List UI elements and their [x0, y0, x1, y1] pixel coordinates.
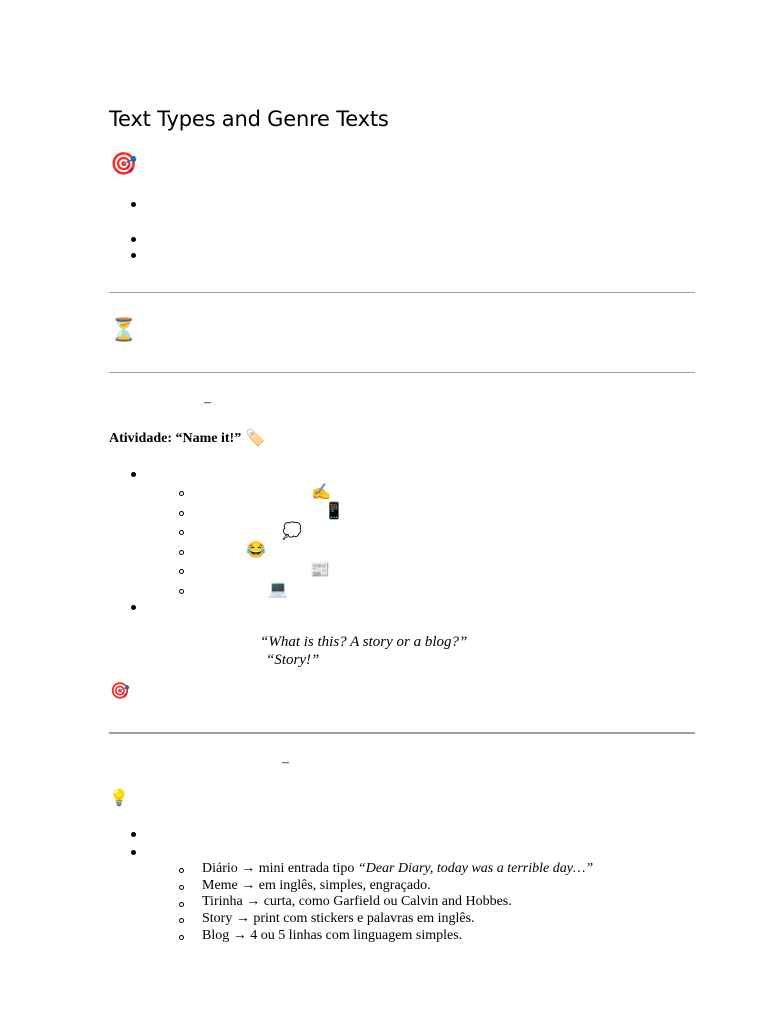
sublist-bullet [179, 511, 184, 516]
list-item-text: Diário → mini entrada tipo [202, 861, 358, 876]
hourglass-icon: ⏳ [110, 317, 138, 342]
list-bullet [131, 605, 136, 610]
list-bullet [131, 202, 136, 207]
sublist-bullet [179, 589, 184, 594]
sublist-bullet [179, 550, 184, 555]
list-item [202, 893, 512, 910]
laptop-icon: 💻 [268, 581, 288, 598]
sublist-bullet [179, 902, 184, 907]
page-title: Text Types and Genre Texts [109, 107, 389, 131]
list-bullet [131, 832, 136, 837]
sublist-bullet [179, 530, 184, 535]
sublist-bullet [179, 885, 184, 890]
list-item [202, 910, 475, 927]
list-item-text: Meme → em inglês, simples, engraçado. [202, 878, 431, 893]
mobile-phone-icon: 📱 [324, 503, 344, 520]
writing-hand-icon: ✍️ [311, 484, 331, 501]
list-item [202, 860, 593, 877]
list-item-text: Tirinha → curta, como Garfield ou Calvin and Hobbes. [202, 894, 512, 909]
lightbulb-icon: 💡 [109, 790, 129, 807]
target-icon: 🎯 [110, 683, 130, 700]
sublist-bullet [179, 935, 184, 940]
sublist-bullet [179, 868, 184, 873]
list-bullet [131, 237, 136, 242]
list-item-text: Story → print com stickers e palavras em inglês. [202, 911, 475, 926]
target-icon: 🎯 [110, 151, 138, 176]
joy-face-icon: 😂 [246, 542, 266, 559]
sublist-bullet [179, 491, 184, 496]
quote-answer: “Story!” [266, 652, 320, 668]
quote-question: “What is this? A story or a blog?” [260, 634, 468, 650]
list-item-quote: “Dear Diary, today was a terrible day…” [357, 861, 594, 876]
activity-heading [109, 430, 265, 448]
list-bullet [131, 472, 136, 477]
sublist-bullet [179, 918, 184, 923]
list-item [202, 927, 462, 944]
heading-dash: – [204, 395, 211, 410]
list-item [202, 877, 431, 894]
section-divider [109, 372, 695, 373]
thought-balloon-icon: 💭 [282, 523, 302, 540]
sublist-bullet [179, 569, 184, 574]
section-divider [109, 292, 695, 293]
list-bullet [131, 850, 136, 855]
newspaper-icon: 📰 [310, 562, 330, 579]
heading-dash: – [282, 755, 289, 770]
list-item-text: Blog → 4 ou 5 linhas com linguagem simples. [202, 928, 463, 943]
activity-heading-text: Atividade: “Name it!” [109, 431, 242, 446]
list-bullet [131, 253, 136, 258]
label-tag-icon: 🏷️ [245, 430, 266, 447]
section-divider [109, 732, 695, 734]
